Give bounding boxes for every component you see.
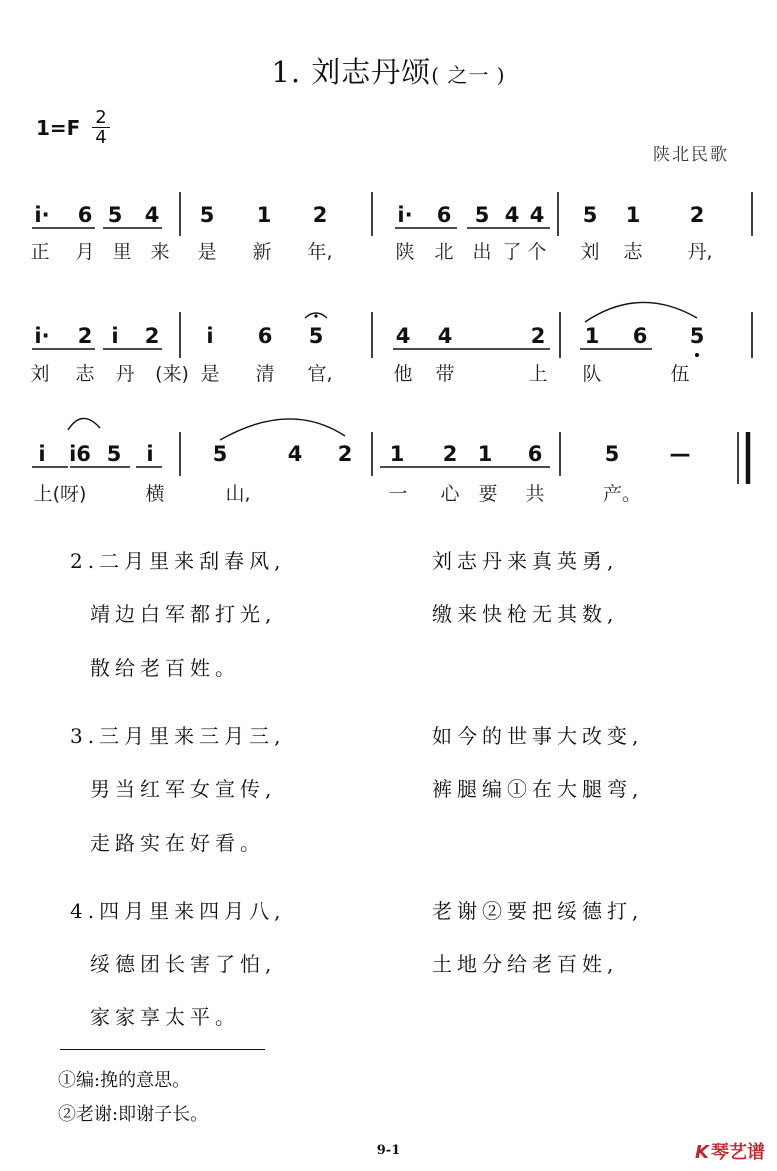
note-line3: 5 xyxy=(212,442,228,466)
note-line2: 2 xyxy=(530,324,546,348)
verse-line: 裤腿编①在大腿弯, xyxy=(432,777,644,801)
note-line3: — xyxy=(669,442,691,466)
note-line3: i xyxy=(146,442,154,466)
verse-line: 绥德团长害了怕, xyxy=(90,952,277,976)
lyric-line2: 队 xyxy=(582,363,602,385)
note-line3: 1 xyxy=(477,442,493,466)
note-line2: 2 xyxy=(144,324,160,348)
note-line3: 2 xyxy=(442,442,458,466)
lyric-line1: 正 xyxy=(30,241,50,263)
brand-logo-icon: K xyxy=(695,1142,709,1163)
verse-line: 2.二月里来刮春风, xyxy=(70,549,286,573)
verse-line: 老谢②要把绥德打, xyxy=(432,899,644,923)
lyric-line2: 刘 xyxy=(30,363,50,385)
note-line3: i xyxy=(38,442,46,466)
note-line1: i· xyxy=(397,203,413,227)
lyric-line3: 心 xyxy=(440,483,460,505)
lyric-line2: 带 xyxy=(435,363,455,385)
key-signature: 1=F xyxy=(36,116,81,140)
lyric-line2: 官, xyxy=(307,363,333,385)
fermata-dot xyxy=(314,314,317,317)
lyric-line1: 来 xyxy=(150,241,170,263)
lyric-line1: 北 xyxy=(434,241,454,263)
note-line1: 4 xyxy=(504,203,520,227)
verse-line: 3.三月里来三月三, xyxy=(70,724,286,748)
brand-name: 琴艺谱 xyxy=(711,1142,765,1163)
note-line1: i· xyxy=(34,203,50,227)
lyric-line2: 他 xyxy=(393,363,413,385)
lyric-line3: 共 xyxy=(525,483,545,505)
note-line2: 5 xyxy=(308,324,324,348)
title-sub: ( 之一 ) xyxy=(431,63,506,87)
song-source: 陕北民歌 xyxy=(653,145,729,165)
note-line1: 2 xyxy=(689,203,705,227)
verse-line: 如今的世事大改变, xyxy=(432,724,644,748)
note-line2: i xyxy=(206,324,214,348)
lyric-line1: 刘 xyxy=(580,241,600,263)
note-line2: i· xyxy=(34,324,50,348)
verse-line: 缴来快枪无其数, xyxy=(432,602,619,626)
lyric-line3: 要 xyxy=(478,483,498,505)
note-line1: 2 xyxy=(312,203,328,227)
note-line2: i xyxy=(111,324,119,348)
footnote: ②老谢:即谢子长。 xyxy=(58,1104,209,1125)
lyric-line2: 上 xyxy=(528,363,548,385)
page-number: 9-1 xyxy=(376,1143,401,1158)
lyric-line3: 上(呀) xyxy=(33,483,87,505)
lyric-line3: 产。 xyxy=(602,483,642,505)
note-line2: 6 xyxy=(632,324,648,348)
lyric-line1: 了 xyxy=(502,241,522,263)
time-signature-bottom: 4 xyxy=(95,127,107,148)
verse-line: 散给老百姓。 xyxy=(90,656,240,680)
lyric-line2: 丹 xyxy=(115,363,135,385)
slur xyxy=(585,302,697,322)
footnote-divider xyxy=(60,1049,265,1050)
verse-line: 刘志丹来真英勇, xyxy=(432,549,619,573)
lyric-line1: 志 xyxy=(623,241,643,263)
lyric-line2: (来) xyxy=(155,363,189,385)
lyric-line1: 陕 xyxy=(395,241,415,263)
lyric-line1: 里 xyxy=(112,241,132,263)
note-line3: 2 xyxy=(337,442,353,466)
verse-line: 4.四月里来四月八, xyxy=(70,899,286,923)
note-line3: i6 xyxy=(69,442,91,466)
note-line1: 5 xyxy=(582,203,598,227)
note-line1: 4 xyxy=(144,203,160,227)
lyric-line1: 新 xyxy=(252,241,272,263)
verse-line: 男当红军女宣传, xyxy=(90,777,277,801)
lyric-line3: 横 xyxy=(145,483,165,505)
note-line1: 6 xyxy=(436,203,452,227)
lyric-line2: 伍 xyxy=(670,363,690,385)
footnote: ①编:挽的意思。 xyxy=(58,1070,191,1091)
lyric-line1: 丹, xyxy=(687,241,713,263)
note-line2: 4 xyxy=(437,324,453,348)
note-line2: 2 xyxy=(77,324,93,348)
note-line2: 5 xyxy=(689,324,705,348)
note-line2: 1 xyxy=(584,324,600,348)
note-line2: 6 xyxy=(257,324,273,348)
time-signature-top: 2 xyxy=(92,108,110,128)
note-line3: 5 xyxy=(604,442,620,466)
lyric-line1: 月 xyxy=(75,241,95,263)
note-line3: 6 xyxy=(527,442,543,466)
note-line2: 4 xyxy=(395,324,411,348)
note-line1: 1 xyxy=(256,203,272,227)
octave-dot-low xyxy=(695,353,699,357)
lyric-line3: 山, xyxy=(225,483,251,505)
verse-line: 靖边白军都打光, xyxy=(90,602,277,626)
note-line1: 4 xyxy=(529,203,545,227)
note-line1: 1 xyxy=(625,203,641,227)
lyric-line2: 是 xyxy=(200,363,220,385)
lyric-line1: 年, xyxy=(307,241,333,263)
note-line3: 4 xyxy=(287,442,303,466)
title-main: 1. 刘志丹颂 xyxy=(271,55,432,89)
lyric-line2: 志 xyxy=(75,363,95,385)
note-line1: 5 xyxy=(199,203,215,227)
lyric-line3: 一 xyxy=(388,483,408,505)
lyric-line1: 个 xyxy=(527,241,547,263)
verse-line: 走路实在好看。 xyxy=(90,831,265,855)
note-line1: 5 xyxy=(107,203,123,227)
lyric-line2: 清 xyxy=(255,363,275,385)
brand-watermark xyxy=(695,1138,765,1164)
lyric-line1: 是 xyxy=(197,241,217,263)
note-line1: 5 xyxy=(474,203,490,227)
note-line3: 5 xyxy=(106,442,122,466)
slur xyxy=(68,418,100,430)
lyric-line1: 出 xyxy=(472,241,492,263)
note-line1: 6 xyxy=(77,203,93,227)
note-line3: 1 xyxy=(389,442,405,466)
verse-line: 家家享太平。 xyxy=(90,1005,240,1029)
verse-line: 土地分给老百姓, xyxy=(432,952,619,976)
slur xyxy=(220,419,345,440)
